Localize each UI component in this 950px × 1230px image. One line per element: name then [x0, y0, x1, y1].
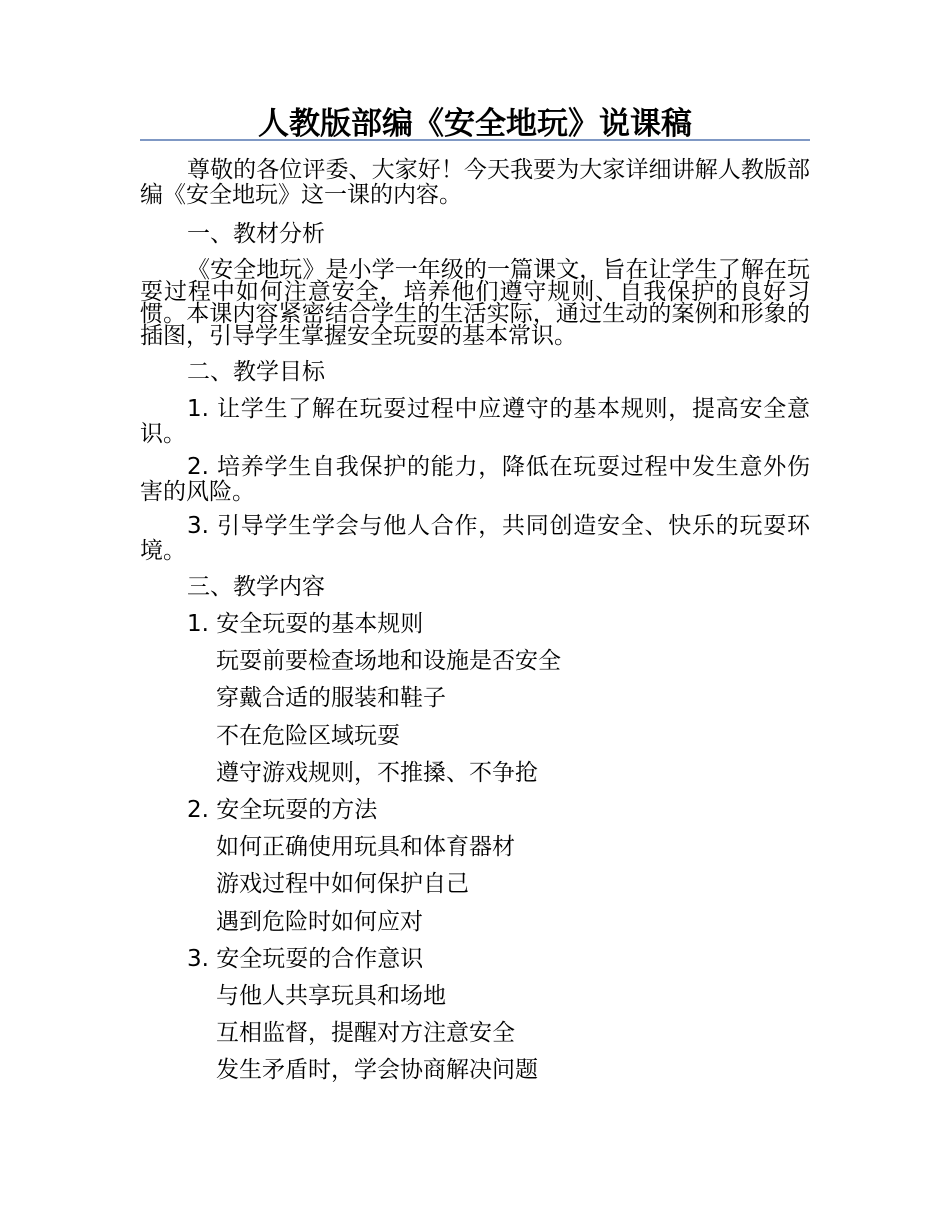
section-3-heading: 三、教学内容 [187, 574, 325, 600]
section-1-paragraph: 《安全地玩》是小学一年级的一篇课文，旨在让学生了解在玩耍过程中如何注意安全，培养他们遵守规则、自我保护的良好习惯。本课内容紧密结合学生的生活实际，通过生动的案例和形象的插图，引导学生掌握安全玩耍的基本常识。 [140, 257, 810, 349]
part-2-title: 2. 安全玩耍的方法 [187, 797, 378, 823]
part-1-item: 玩耍前要检查场地和设施是否安全 [216, 648, 561, 674]
part-3-item: 与他人共享玩具和场地 [216, 983, 446, 1009]
part-2-item: 遇到危险时如何应对 [216, 909, 423, 935]
part-3-item: 互相监督，提醒对方注意安全 [216, 1020, 515, 1046]
goal-3: 3. 引导学生学会与他人合作，共同创造安全、快乐的玩耍环境。 [140, 513, 810, 564]
part-2-item: 如何正确使用玩具和体育器材 [216, 834, 515, 860]
part-2-item: 游戏过程中如何保护自己 [216, 871, 469, 897]
goal-2: 2. 培养学生自我保护的能力，降低在玩耍过程中发生意外伤害的风险。 [140, 454, 810, 505]
document-title: 人教版部编《安全地玩》说课稿 [258, 106, 692, 142]
part-3-item: 发生矛盾时，学会协商解决问题 [216, 1057, 538, 1083]
part-1-title: 1. 安全玩耍的基本规则 [187, 611, 424, 637]
part-3-title: 3. 安全玩耍的合作意识 [187, 946, 424, 972]
section-2-heading: 二、教学目标 [187, 359, 325, 385]
goal-1: 1. 让学生了解在玩耍过程中应遵守的基本规则，提高安全意识。 [140, 396, 810, 447]
intro-paragraph: 尊敬的各位评委、大家好！今天我要为大家详细讲解人教版部编《安全地玩》这一课的内容。 [140, 157, 810, 208]
part-1-item: 遵守游戏规则，不推搡、不争抢 [216, 760, 538, 786]
title-underline [140, 139, 810, 141]
part-1-item: 不在危险区域玩耍 [216, 723, 400, 749]
part-1-item: 穿戴合适的服装和鞋子 [216, 685, 446, 711]
section-1-heading: 一、教材分析 [187, 221, 325, 247]
